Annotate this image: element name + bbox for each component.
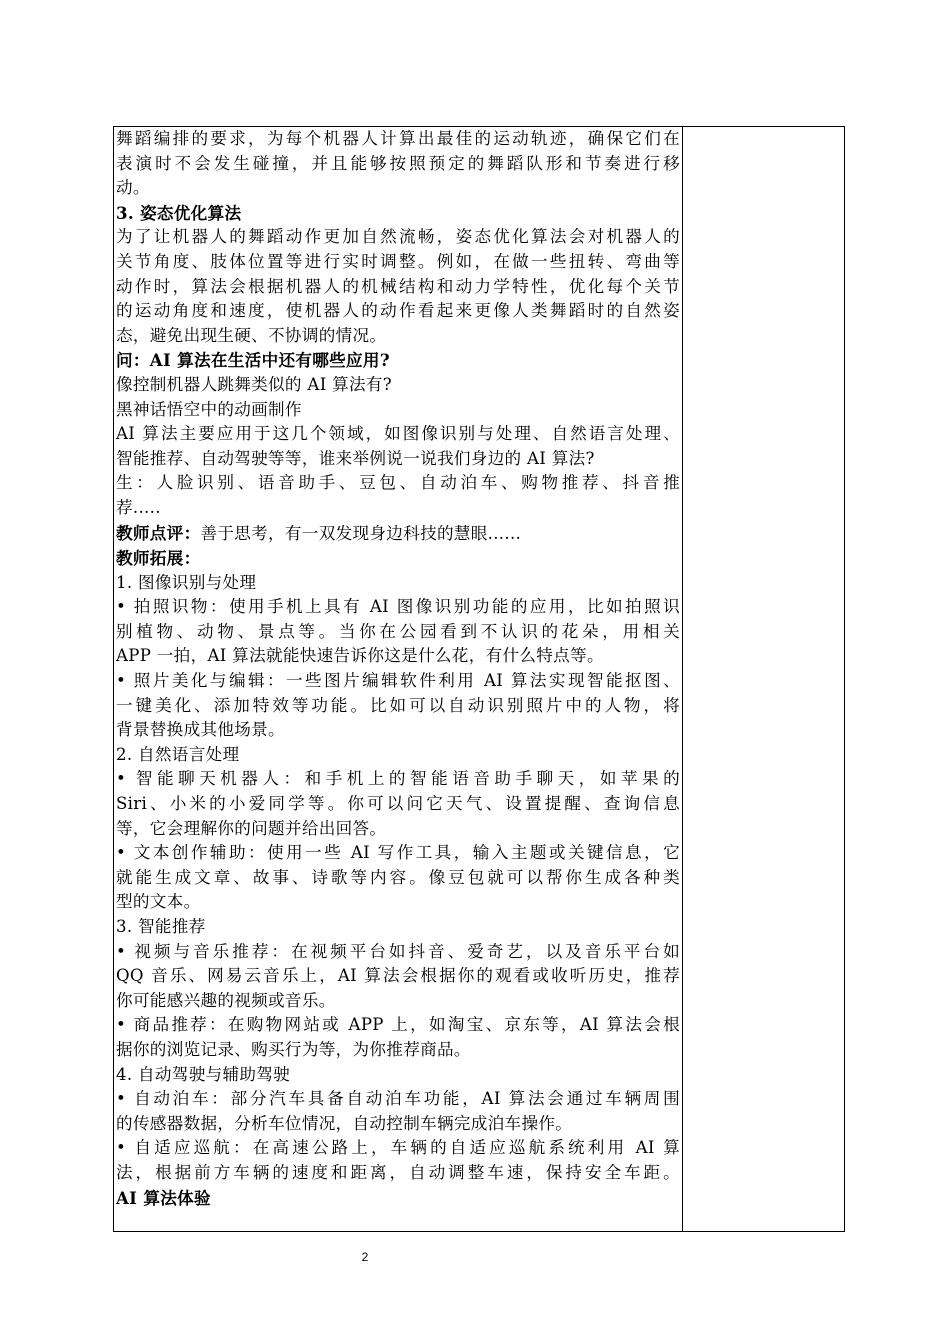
text-line: 型的文本。 [116,892,201,912]
page-number: 2 [361,1250,369,1264]
bold-label: 教师点评： [116,522,201,543]
text-line: 动作时，算法会根据机器人的机械结构和动力学特性，优化每个关节 [116,276,680,296]
line-text: 善于思考，有一双发现身边科技的慧眼...... [200,523,522,543]
text-line: 舞蹈编排的要求，为每个机器人计算出最佳的运动轨迹，确保它们在 [116,129,680,148]
text-line: APP 一拍，AI 算法就能快速告诉你这是什么花，有什么特点等。 [116,646,604,666]
text-line: 动。 [116,178,150,198]
text-line: 荐..... [116,497,161,517]
notes-cell [683,127,845,1232]
content-lines [116,127,680,1210]
text-line: • 自动泊车：部分汽车具备自动泊车功能，AI 算法会通过车辆周围 [116,1089,680,1109]
text-line: 3. 姿态优化算法 [116,202,242,223]
text-line: 表演时不会发生碰撞，并且能够按照预定的舞蹈队形和节奏进行移 [116,153,680,173]
text-line: • 视频与音乐推荐：在视频平台如抖音、爱奇艺，以及音乐平台如 [116,941,680,961]
text-line: 就能生成文章、故事、诗歌等内容。像豆包就可以帮你生成各种类 [116,867,680,887]
text-line: • 自适应巡航：在高速公路上，车辆的自适应巡航系统利用 AI 算 [116,1138,680,1158]
text-line: 教师拓展： [116,548,201,569]
text-line: AI 算法体验 [116,1187,211,1208]
text-line: 一键美化、添加特效等功能。比如可以自动识别照片中的人物，将 [116,695,680,715]
text-line: 生：人脸识别、语音助手、豆包、自动泊车、购物推荐、抖音推 [116,473,680,493]
text-line: 3. 智能推荐 [116,917,206,936]
content-cell [114,127,683,1232]
text-line: 2. 自然语言处理 [116,744,240,764]
text-line: • 智能聊天机器人：和手机上的智能语音助手聊天，如苹果的 [116,769,680,789]
text-line: AI 算法主要应用于这几个领域，如图像识别与处理、自然语言处理、 [116,424,680,444]
text-line: 问：AI 算法在生活中还有哪些应用? [116,350,390,371]
text-line: 等，它会理解你的问题并给出回答。 [116,818,387,838]
text-line: 据你的浏览记录、购买行为等，为你推荐商品。 [116,1039,471,1059]
text-line: • 文本创作辅助：使用一些 AI 写作工具，输入主题或关键信息，它 [116,843,680,863]
text-line: 像控制机器人跳舞类似的 AI 算法有? [116,374,392,394]
text-line: QQ 音乐、网易云音乐上，AI 算法会根据你的观看或收听历史，推荐 [116,966,680,986]
text-line: 为了让机器人的舞蹈动作更加自然流畅，姿态优化算法会对机器人的 [116,227,680,247]
text-line: 4. 自动驾驶与辅助驾驶 [116,1064,291,1084]
text-line: 法，根据前方车辆的速度和距离，自动调整车速，保持安全车距。 [116,1162,680,1182]
text-line: • 商品推荐：在购物网站或 APP 上，如淘宝、京东等，AI 算法会根 [116,1015,680,1035]
table-row [114,127,845,1232]
text-line: 的传感器数据，分析车位情况，自动控制车辆完成泊车操作。 [116,1113,573,1133]
text-line: • 拍照识物：使用手机上具有 AI 图像识别功能的应用，比如拍照识 [116,597,680,617]
text-line: 智能推荐、自动驾驶等等，谁来举例说一说我们身边的 AI 算法? [116,448,595,468]
text-line [116,521,680,547]
text-line: Siri、小米的小爱同学等。你可以问它天气、设置提醒、查询信息 [116,794,680,814]
text-line: 1. 图像识别与处理 [116,572,257,592]
text-line: 态，避免出现生硬、不协调的情况。 [116,325,387,345]
text-line: 关节角度、肢体位置等进行实时调整。例如，在做一些扭转、弯曲等 [116,251,680,271]
text-line: 背景替换成其他场景。 [116,720,285,740]
lesson-plan-table [113,126,845,1232]
text-line: 的运动角度和速度，使机器人的动作看起来更像人类舞蹈时的自然姿 [116,301,680,321]
text-line: 你可能感兴趣的视频或音乐。 [116,990,336,1010]
text-line: • 照片美化与编辑：一些图片编辑软件利用 AI 算法实现智能抠图、 [116,671,680,691]
text-line: 黑神话悟空中的动画制作 [116,399,302,419]
text-line: 别植物、动物、景点等。当你在公园看到不认识的花朵，用相关 [116,621,680,641]
